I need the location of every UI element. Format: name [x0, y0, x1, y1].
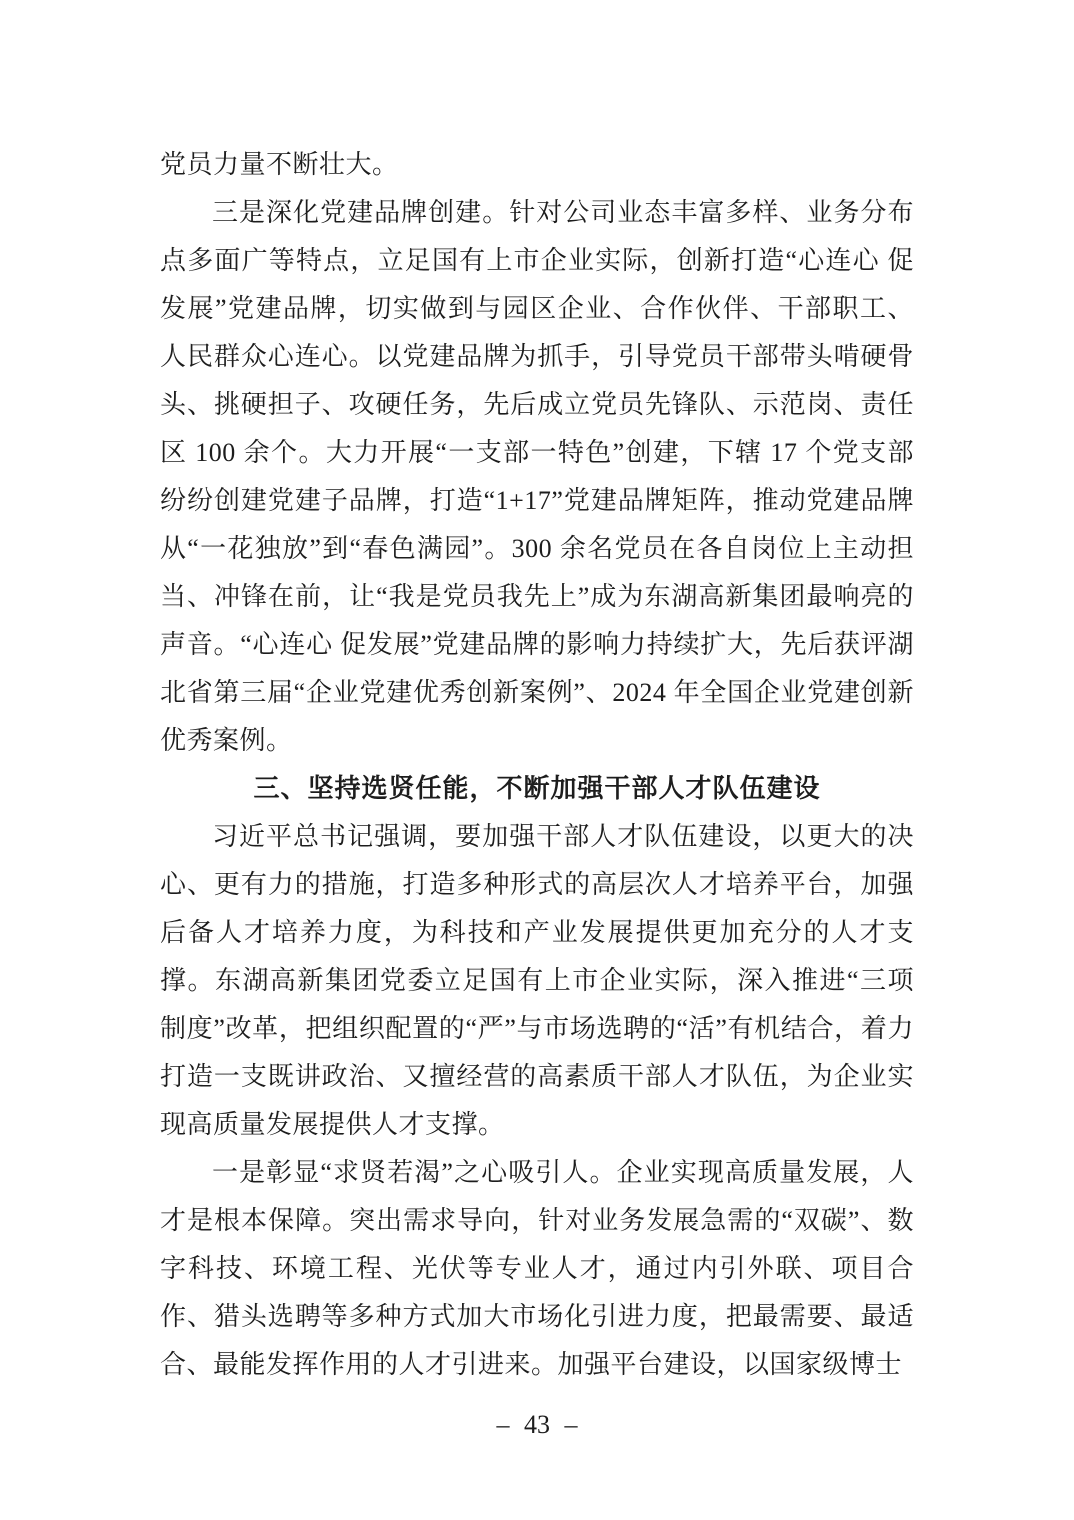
page-number: – 43 – — [496, 1410, 578, 1439]
paragraph-party-brand-building: 三是深化党建品牌创建。针对公司业态丰富多样、业务分布点多面广等特点，立足国有上市企业实际，创新打造“心连心 促发展”党建品牌，切实做到与园区企业、合作伙伴、干部职工、人民群众心连心。以党建品牌为抓手，引导党员干部带头啃硬骨头、挑硬担子、攻硬任务，先后成立党员先锋队、示范岗、责任区 100 余个。大力开展“一支部一特色”创建，下辖 17 个党支部纷纷创建党建子品牌，打造“1+17”党建品牌矩阵，推动党建品牌从“一花独放”到“春色满园”。300 余名党员在各自岗位上主动担当、冲锋在前，让“我是党员我先上”成为东湖高新集团最响亮的声音。“心连心 促发展”党建品牌的影响力持续扩大，先后获评湖北省第三届“企业党建优秀创新案例”、2024 年全国企业党建创新优秀案例。 — [160, 198, 914, 755]
paragraph-talent-attraction: 一是彰显“求贤若渴”之心吸引人。企业实现高质量发展，人才是根本保障。突出需求导向，针对业务发展急需的“双碳”、数字科技、环境工程、光伏等专业人才，通过内引外联、项目合作、猎头选聘等多种方式加大市场化引进力度，把最需要、最适合、最能发挥作用的人才引进来。加强平台建设，以国家级博士 — [160, 1158, 914, 1379]
paragraph-talent-team-intro: 习近平总书记强调，要加强干部人才队伍建设，以更大的决心、更有力的措施，打造多种形式的高层次人才培养平台，加强后备人才培养力度，为科技和产业发展提供更加充分的人才支撑。东湖高新集团党委立足国有上市企业实际，深入推进“三项制度”改革，把组织配置的“严”与市场选聘的“活”有机结合，着力打造一支既讲政治、又擅经营的高素质干部人才队伍，为企业实现高质量发展提供人才支撑。 — [160, 822, 914, 1139]
document-body — [160, 141, 914, 1389]
paragraph-continuation: 党员力量不断壮大。 — [160, 150, 399, 179]
section-heading-talent-team: 三、坚持选贤任能，不断加强干部人才队伍建设 — [253, 774, 821, 803]
